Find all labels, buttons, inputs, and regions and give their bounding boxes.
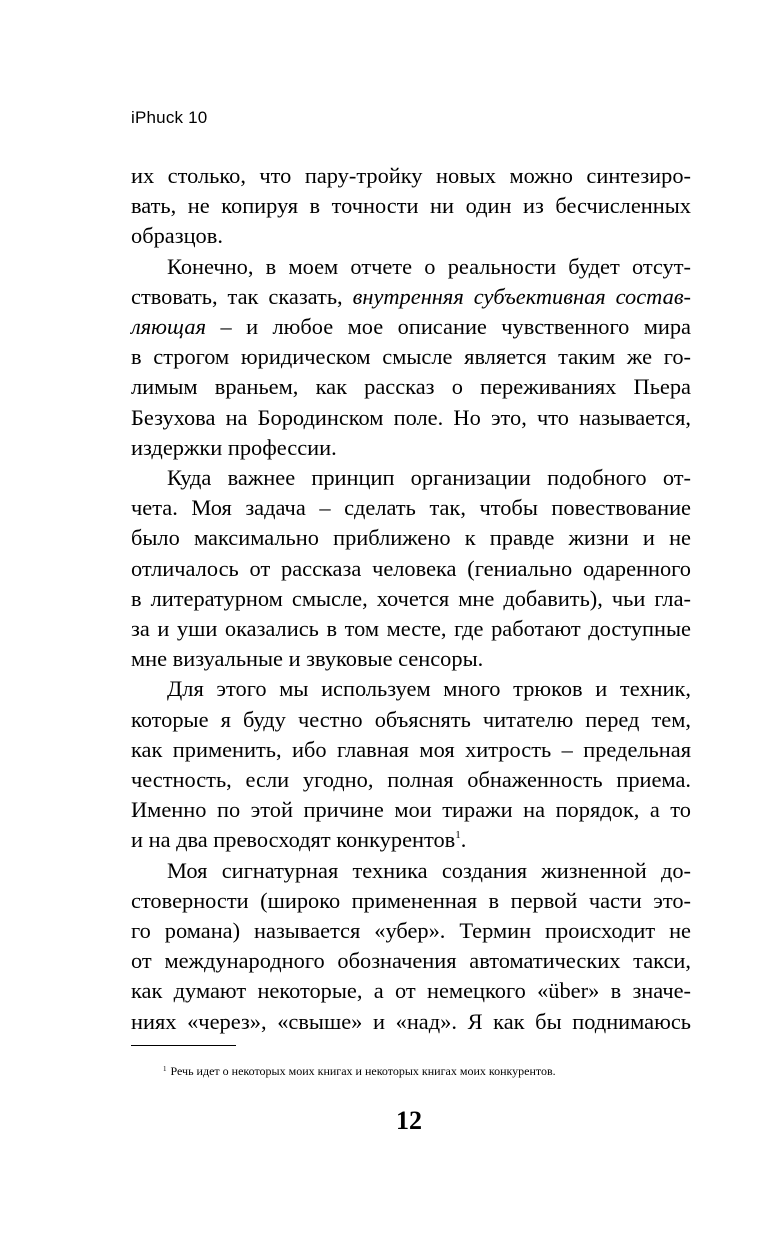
text-line: чета. Моя задача – сделать так, чтобы повествование	[131, 495, 691, 521]
paragraph-2-end	[131, 433, 691, 463]
text-line: как применить, ибо главная моя хитрость – предельная	[131, 736, 691, 762]
text-line: в литературном смысле, хочется мне добавить), чьи гла-	[131, 585, 691, 611]
paragraph-4-end	[131, 825, 691, 855]
paragraph-3	[131, 463, 691, 644]
text-line: за и уши оказались в том месте, где работают доступные	[131, 616, 691, 642]
italic-phrase: ляющая	[131, 314, 207, 340]
paragraph-3-end	[131, 644, 691, 674]
text-line: Безухова на Бородинском поле. Но это, что называется,	[131, 404, 691, 430]
text-line: их столько, что пару-тройку новых можно синтезиро-	[131, 163, 691, 188]
text-line: лимым враньем, как рассказ о переживаниях Пьера	[131, 374, 691, 400]
text-line: ствовать, так сказать,	[131, 283, 353, 309]
text-line: в строгом юридическом смысле является таким же го-	[131, 344, 691, 370]
paragraph-4	[131, 674, 691, 825]
text-line: вать, не копируя в точности ни один из бесчисленных	[131, 193, 691, 219]
text-line: мне визуальные и звуковые сенсоры.	[131, 646, 484, 672]
text-line: – и любое мое описание чувственного мира	[206, 314, 691, 340]
paragraph-2	[131, 252, 691, 433]
text-line: честность, если угодно, полная обнаженность приема.	[131, 767, 691, 793]
text-line: ниях «через», «свыше» и «над». Я как бы поднимаюсь	[131, 1008, 691, 1034]
text-line: Для этого мы используем много трюков и техник,	[167, 676, 691, 702]
running-header: iPhuck 10	[131, 108, 208, 127]
footnote-text: Речь идет о некоторых моих книгах и некоторых книгах моих конкурентов.	[170, 1064, 556, 1078]
text-line: как думают некоторые, а от немецкого «über» в значе-	[131, 978, 691, 1004]
main-text	[131, 161, 691, 1037]
footnote	[163, 1064, 683, 1079]
paragraph-5	[131, 856, 691, 1037]
footnote-divider	[131, 1045, 236, 1046]
footnote-reference[interactable]: 1	[455, 829, 461, 842]
text-line: го романа) называется «убер». Термин происходит не	[131, 918, 691, 944]
italic-phrase: внутренняя субъективная состав-	[352, 283, 691, 309]
text-line: образцов.	[131, 223, 223, 249]
footnote-marker: 1	[163, 1065, 167, 1073]
page-number: 12	[396, 1106, 422, 1135]
text-line: от международного обозначения автоматических такси,	[131, 948, 691, 974]
text-line: Моя сигнатурная техника создания жизненной до-	[167, 857, 691, 883]
text-line: было максимально приближено к правде жизни и не	[131, 525, 691, 551]
text-line: стоверности (широко примененная в первой части это-	[131, 887, 691, 913]
paragraph-1	[131, 161, 691, 221]
text-line: .	[460, 827, 467, 853]
paragraph-1-end	[131, 221, 691, 251]
text-line: отличалось от рассказа человека (гениально одаренного	[131, 555, 691, 581]
text-line: Именно по этой причине мои тиражи на порядок, а то	[131, 797, 691, 823]
text-line: издержки профессии.	[131, 434, 337, 460]
text-line: которые я буду честно объяснять читателю перед тем,	[131, 706, 691, 732]
text-line: Конечно, в моем отчете о реальности будет отсут-	[167, 253, 691, 279]
text-line: и на два превосходят конкурентов	[131, 827, 456, 853]
text-line: Куда важнее принцип организации подобного от-	[167, 465, 691, 491]
